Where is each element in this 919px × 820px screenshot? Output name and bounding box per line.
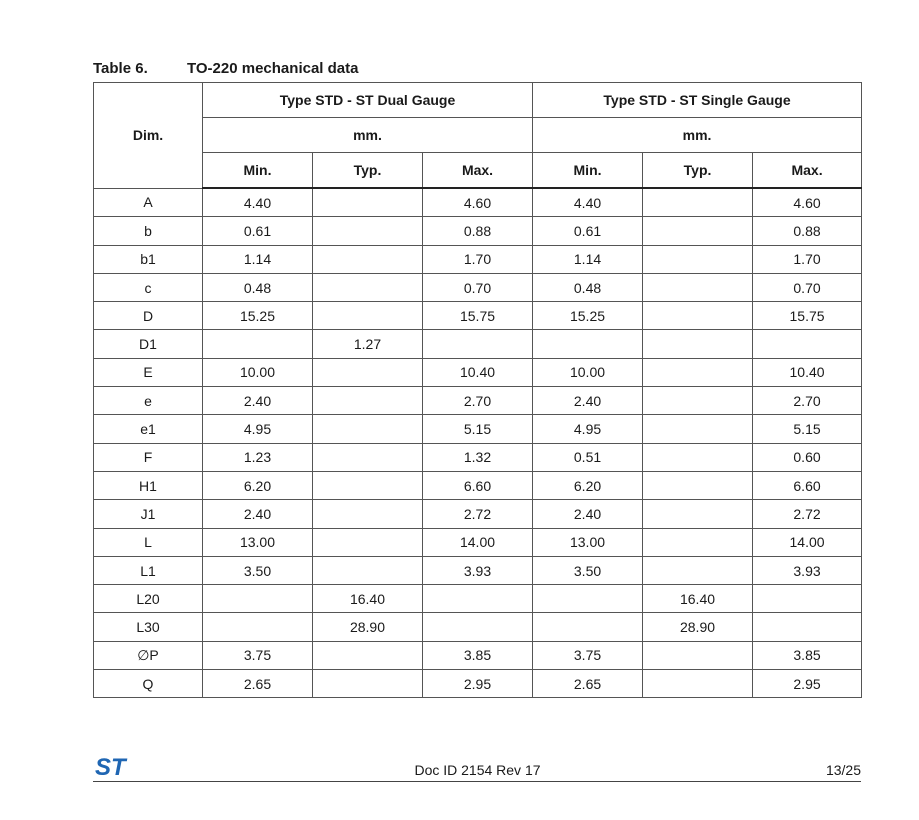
table-row — [94, 670, 862, 698]
page-number: 13/25 — [825, 762, 861, 778]
value-cell: 0.60 — [753, 443, 862, 471]
value-cell: 15.25 — [203, 302, 313, 330]
table-title: TO-220 mechanical data — [187, 60, 359, 77]
value-cell: 4.95 — [203, 415, 313, 443]
group-title-single-gauge: Type STD - ST Single Gauge — [533, 83, 862, 118]
value-cell: 2.40 — [203, 500, 313, 528]
value-cell: 14.00 — [423, 528, 533, 556]
table-row — [94, 641, 862, 669]
value-cell: 2.65 — [533, 670, 643, 698]
value-cell — [313, 217, 423, 245]
value-cell: 2.70 — [753, 387, 862, 415]
value-cell: 0.48 — [203, 273, 313, 301]
dim-cell: F — [94, 443, 203, 471]
table-row — [94, 613, 862, 641]
value-cell — [313, 245, 423, 273]
value-cell — [313, 443, 423, 471]
value-cell: 15.75 — [423, 302, 533, 330]
table-row — [94, 585, 862, 613]
dim-cell: H1 — [94, 471, 203, 499]
value-cell: 6.20 — [203, 471, 313, 499]
value-cell: 4.40 — [203, 188, 313, 217]
value-cell: 0.88 — [753, 217, 862, 245]
value-cell: 3.85 — [753, 641, 862, 669]
value-cell — [533, 613, 643, 641]
dim-cell: E — [94, 358, 203, 386]
value-cell: 10.00 — [203, 358, 313, 386]
mechanical-data-table — [93, 82, 862, 698]
value-cell: 0.48 — [533, 273, 643, 301]
col-header-dual-max: Max. — [423, 153, 533, 189]
dim-cell: J1 — [94, 500, 203, 528]
value-cell: 14.00 — [753, 528, 862, 556]
value-cell — [313, 188, 423, 217]
dim-cell: ∅P — [94, 641, 203, 669]
value-cell: 10.00 — [533, 358, 643, 386]
value-cell: 16.40 — [313, 585, 423, 613]
value-cell: 3.93 — [753, 556, 862, 584]
value-cell — [753, 613, 862, 641]
dim-cell: L1 — [94, 556, 203, 584]
value-cell: 3.75 — [533, 641, 643, 669]
value-cell — [643, 273, 753, 301]
value-cell: 3.50 — [203, 556, 313, 584]
value-cell — [423, 330, 533, 358]
value-cell — [423, 613, 533, 641]
value-cell — [753, 585, 862, 613]
value-cell — [643, 217, 753, 245]
dim-cell: b — [94, 217, 203, 245]
value-cell: 2.72 — [423, 500, 533, 528]
value-cell — [643, 245, 753, 273]
value-cell — [313, 556, 423, 584]
value-cell: 0.51 — [533, 443, 643, 471]
value-cell — [313, 670, 423, 698]
col-header-dual-min: Min. — [203, 153, 313, 189]
value-cell: 3.75 — [203, 641, 313, 669]
col-header-single-min: Min. — [533, 153, 643, 189]
value-cell — [643, 556, 753, 584]
value-cell: 28.90 — [313, 613, 423, 641]
value-cell — [643, 330, 753, 358]
table-row — [94, 358, 862, 386]
dim-header: Dim. — [94, 83, 203, 189]
value-cell: 0.61 — [203, 217, 313, 245]
dim-cell: b1 — [94, 245, 203, 273]
table-row — [94, 188, 862, 217]
value-cell: 0.70 — [423, 273, 533, 301]
value-cell — [313, 387, 423, 415]
group-title-dual-gauge: Type STD - ST Dual Gauge — [203, 83, 533, 118]
value-cell — [643, 528, 753, 556]
table-row — [94, 330, 862, 358]
dim-cell: L — [94, 528, 203, 556]
col-header-single-typ: Typ. — [643, 153, 753, 189]
value-cell — [643, 641, 753, 669]
value-cell: 2.95 — [753, 670, 862, 698]
value-cell: 1.23 — [203, 443, 313, 471]
doc-id-text: Doc ID 2154 Rev 17 — [414, 762, 541, 778]
value-cell — [643, 358, 753, 386]
value-cell: 10.40 — [423, 358, 533, 386]
table-row — [94, 415, 862, 443]
value-cell — [203, 330, 313, 358]
value-cell — [643, 415, 753, 443]
col-header-dual-typ: Typ. — [313, 153, 423, 189]
value-cell — [643, 188, 753, 217]
dim-cell: A — [94, 188, 203, 217]
value-cell: 4.60 — [753, 188, 862, 217]
value-cell: 2.40 — [533, 500, 643, 528]
value-cell — [643, 670, 753, 698]
dim-cell: e — [94, 387, 203, 415]
dim-cell: L30 — [94, 613, 203, 641]
value-cell: 6.60 — [423, 471, 533, 499]
value-cell — [313, 302, 423, 330]
table-body — [94, 188, 862, 698]
doc-id — [0, 762, 919, 778]
value-cell — [313, 641, 423, 669]
value-cell: 6.20 — [533, 471, 643, 499]
value-cell: 1.27 — [313, 330, 423, 358]
table-row — [94, 387, 862, 415]
value-cell: 1.14 — [203, 245, 313, 273]
value-cell: 4.95 — [533, 415, 643, 443]
value-cell: 4.60 — [423, 188, 533, 217]
st-logo-text: ST — [95, 755, 126, 777]
value-cell: 15.75 — [753, 302, 862, 330]
value-cell — [643, 387, 753, 415]
value-cell — [753, 330, 862, 358]
table-row — [94, 302, 862, 330]
value-cell — [313, 273, 423, 301]
value-cell — [313, 528, 423, 556]
value-cell: 4.40 — [533, 188, 643, 217]
table-row — [94, 217, 862, 245]
value-cell — [643, 443, 753, 471]
table-row — [94, 245, 862, 273]
dim-cell: L20 — [94, 585, 203, 613]
value-cell — [423, 585, 533, 613]
table-caption — [93, 60, 358, 77]
value-cell: 15.25 — [533, 302, 643, 330]
value-cell: 1.14 — [533, 245, 643, 273]
value-cell — [533, 585, 643, 613]
value-cell — [643, 471, 753, 499]
value-cell: 0.61 — [533, 217, 643, 245]
value-cell: 2.70 — [423, 387, 533, 415]
value-cell — [313, 500, 423, 528]
table-number: Table 6. — [93, 60, 148, 77]
value-cell — [203, 613, 313, 641]
value-cell: 3.93 — [423, 556, 533, 584]
value-cell: 13.00 — [533, 528, 643, 556]
value-cell: 5.15 — [423, 415, 533, 443]
value-cell: 3.50 — [533, 556, 643, 584]
value-cell — [313, 358, 423, 386]
table-row — [94, 556, 862, 584]
footer-rule — [93, 781, 861, 782]
table-row — [94, 500, 862, 528]
value-cell: 0.70 — [753, 273, 862, 301]
value-cell: 2.40 — [203, 387, 313, 415]
dim-cell: e1 — [94, 415, 203, 443]
value-cell — [313, 415, 423, 443]
value-cell: 5.15 — [753, 415, 862, 443]
dim-cell: D — [94, 302, 203, 330]
value-cell: 0.88 — [423, 217, 533, 245]
table-row — [94, 528, 862, 556]
dim-cell: Q — [94, 670, 203, 698]
dim-cell: c — [94, 273, 203, 301]
value-cell: 28.90 — [643, 613, 753, 641]
value-cell: 10.40 — [753, 358, 862, 386]
group-unit-single-gauge: mm. — [533, 118, 862, 153]
group-unit-dual-gauge: mm. — [203, 118, 533, 153]
value-cell: 1.70 — [753, 245, 862, 273]
table-row — [94, 273, 862, 301]
value-cell: 2.95 — [423, 670, 533, 698]
value-cell: 6.60 — [753, 471, 862, 499]
value-cell — [533, 330, 643, 358]
value-cell: 2.40 — [533, 387, 643, 415]
value-cell: 1.70 — [423, 245, 533, 273]
value-cell — [643, 302, 753, 330]
value-cell: 16.40 — [643, 585, 753, 613]
value-cell — [643, 500, 753, 528]
value-cell: 13.00 — [203, 528, 313, 556]
col-header-single-max: Max. — [753, 153, 862, 189]
value-cell: 2.72 — [753, 500, 862, 528]
value-cell: 2.65 — [203, 670, 313, 698]
table-row — [94, 443, 862, 471]
table-row — [94, 471, 862, 499]
dim-cell: D1 — [94, 330, 203, 358]
value-cell — [313, 471, 423, 499]
value-cell: 1.32 — [423, 443, 533, 471]
value-cell — [203, 585, 313, 613]
value-cell: 3.85 — [423, 641, 533, 669]
